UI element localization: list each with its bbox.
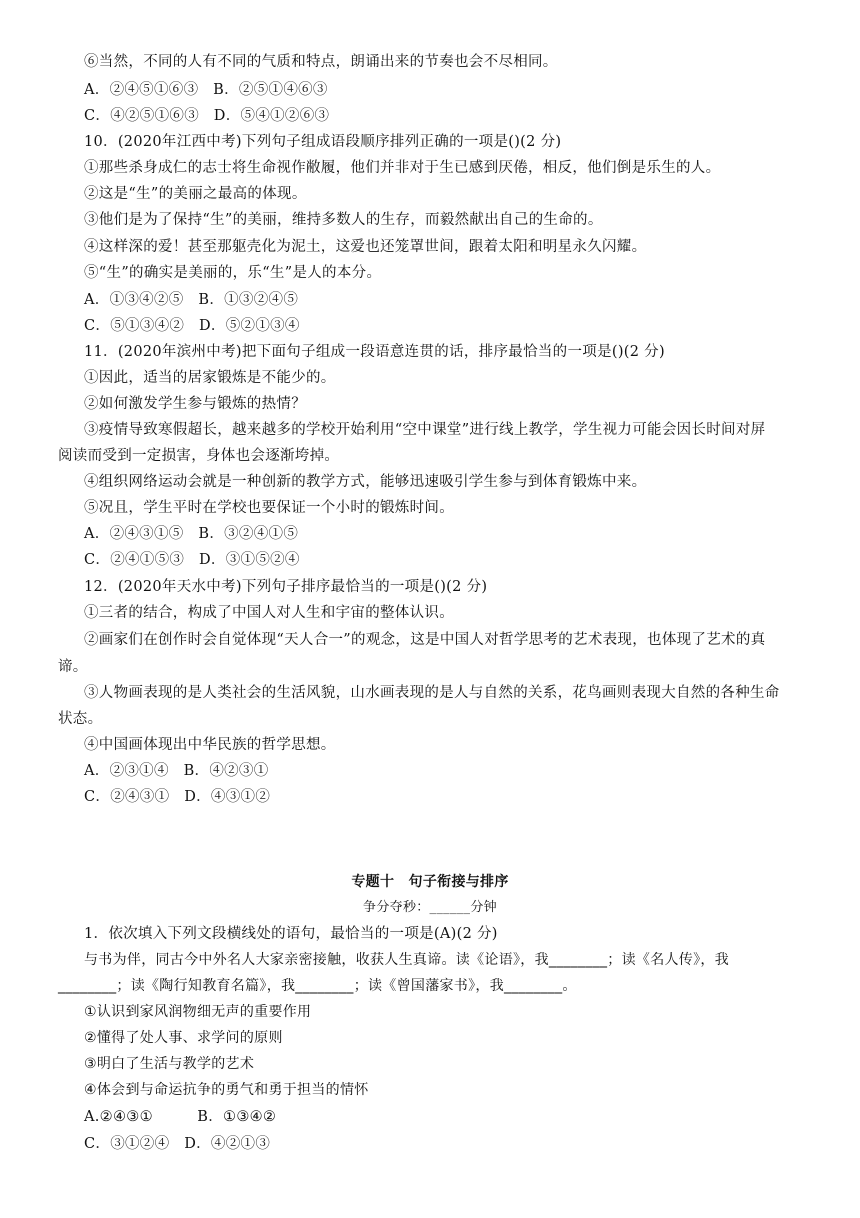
section-title: 专题十 句子衔接与排序 xyxy=(351,874,509,890)
q12-sentence-2-cont: 谛。 xyxy=(58,659,88,675)
q12-sentence-1: ①三者的结合，构成了中国人对人生和宇宙的整体认识。 xyxy=(84,605,454,621)
q11-sentence-5: ⑤况且，学生平时在学校也要保证一个小时的锻炼时间。 xyxy=(84,500,454,516)
q11-options-ab: A．②④③①⑤ B．③②④①⑤ xyxy=(84,526,299,542)
q9-options-cd: C．④②⑤①⑥③ D．⑤④①②⑥③ xyxy=(84,108,330,124)
s1-options-ab: A.②④③① B．①③④② xyxy=(84,1109,277,1125)
q10-sentence-1: ①那些杀身成仁的志士将生命视作敝履，他们并非对于生已感到厌倦，相反，他们倒是乐生的人。 xyxy=(84,160,721,176)
q9-options-ab: A．②④⑤①⑥③ B．②⑤①④⑥③ xyxy=(84,82,328,98)
s1-stem: 1．依次填入下列文段横线处的语句，最恰当的一项是(A)(2 分) xyxy=(84,926,498,942)
q10-sentence-4: ④这样深的爱！甚至那躯壳化为泥土，这爱也还笼罩世间，跟着太阳和明星永久闪耀。 xyxy=(84,239,647,255)
s1-sentence-1: ①认识到家风润物细无声的重要作用 xyxy=(84,1004,312,1020)
q12-stem: 12．(2020年天水中考)下列句子排序最恰当的一项是()(2 分) xyxy=(84,579,488,595)
q12-options-cd: C．②④③① D．④③①② xyxy=(84,789,271,805)
q11-sentence-3: ③疫情导致寒假超长，越来越多的学校开始利用“空中课堂”进行线上教学，学生视力可能会因长时间对屏 xyxy=(84,422,766,438)
s1-options-cd: C．③①②④ D．④②①③ xyxy=(84,1136,271,1152)
q12-sentence-2: ②画家们在创作时会自觉体现“天人合一”的观念，这是中国人对哲学思考的艺术表现，也体现了艺术的真 xyxy=(84,632,766,648)
q12-sentence-3: ③人物画表现的是人类社会的生活风貌，山水画表现的是人与自然的关系，花鸟画则表现大自然的各种生命 xyxy=(84,685,780,701)
q10-options-cd: C．⑤①③④② D．⑤②①③④ xyxy=(84,318,300,334)
q12-options-ab: A．②③①④ B．④②③① xyxy=(84,763,269,779)
q12-sentence-4: ④中国画体现出中华民族的哲学思想。 xyxy=(84,737,336,753)
s1-sentence-4: ④体会到与命运抗争的勇气和勇于担当的情怀 xyxy=(84,1082,369,1098)
q11-options-cd: C．②④①⑤③ D．③①⑤②④ xyxy=(84,552,300,568)
s1-sentence-3: ③明白了生活与教学的艺术 xyxy=(84,1056,255,1072)
q10-stem: 10．(2020年江西中考)下列句子组成语段顺序排列正确的一项是()(2 分) xyxy=(84,134,562,150)
q11-sentence-2: ②如何激发学生参与锻炼的热情？ xyxy=(84,396,306,412)
s1-passage-line1: 与书为伴，同古今中外名人大家亲密接触，收获人生真谛。读《论语》，我________；读《名人传》，我 xyxy=(84,952,729,968)
q9-sentence-6: ⑥当然，不同的人有不同的气质和特点，朗诵出来的节奏也会不尽相同。 xyxy=(84,54,558,70)
q11-stem: 11．(2020年滨州中考)把下面句子组成一段语意连贯的话，排序最恰当的一项是()(2 分) xyxy=(84,344,665,360)
q10-sentence-5: ⑤“生”的确实是美丽的，乐“生”是人的本分。 xyxy=(84,265,382,281)
s1-sentence-2: ②懂得了处人事、求学问的原则 xyxy=(84,1030,283,1046)
q11-sentence-4: ④组织网络运动会就是一种创新的教学方式，能够迅速吸引学生参与到体育锻炼中来。 xyxy=(84,474,647,490)
timer-line: 争分夺秒：______分钟 xyxy=(363,900,497,915)
q10-sentence-3: ③他们是为了保持“生”的美丽，维持多数人的生存，而毅然献出自己的生命的。 xyxy=(84,212,603,228)
q12-sentence-3-cont: 状态。 xyxy=(58,711,103,727)
s1-passage-line2: ________；读《陶行知教育名篇》，我________；读《曾国藩家书》，我________。 xyxy=(58,978,577,994)
q10-options-ab: A．①③④②⑤ B．①③②④⑤ xyxy=(84,292,299,308)
q11-sentence-3-cont: 阅读而受到一定损害，身体也会逐渐垮掉。 xyxy=(58,448,340,464)
q11-sentence-1: ①因此，适当的居家锻炼是不能少的。 xyxy=(84,370,336,386)
q10-sentence-2: ②这是“生”的美丽之最高的体现。 xyxy=(84,186,307,202)
